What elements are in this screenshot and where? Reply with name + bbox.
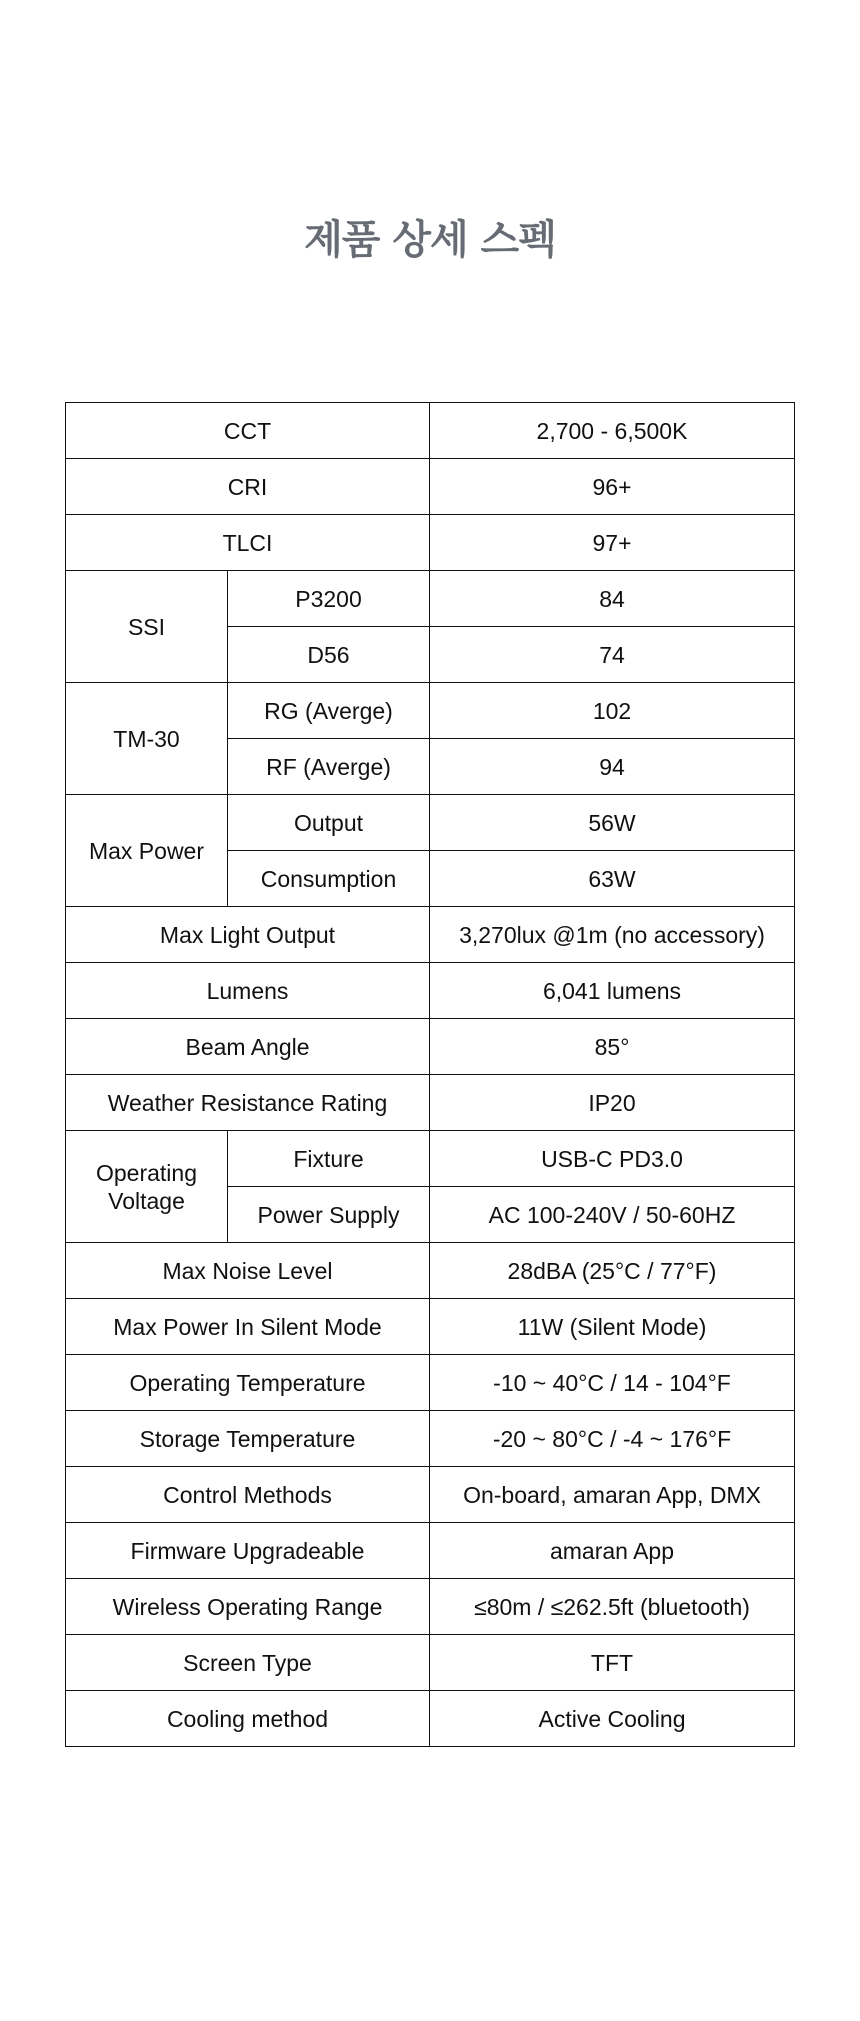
spec-value: 94 <box>430 739 795 795</box>
spec-label: Max Light Output <box>66 907 430 963</box>
spec-value: 84 <box>430 571 795 627</box>
table-row <box>66 1579 795 1635</box>
spec-label: Control Methods <box>66 1467 430 1523</box>
spec-sublabel: Consumption <box>228 851 430 907</box>
table-row <box>66 1131 795 1187</box>
spec-value: 74 <box>430 627 795 683</box>
table-row <box>66 1523 795 1579</box>
spec-group-label: TM-30 <box>66 683 228 795</box>
table-row <box>66 1075 795 1131</box>
table-row <box>66 683 795 739</box>
table-row <box>66 1243 795 1299</box>
spec-value: 3,270lux @1m (no accessory) <box>430 907 795 963</box>
table-row <box>66 1355 795 1411</box>
spec-value: 97+ <box>430 515 795 571</box>
table-row <box>66 795 795 851</box>
spec-value: 96+ <box>430 459 795 515</box>
table-row <box>66 1411 795 1467</box>
spec-group-label <box>66 1131 228 1243</box>
spec-value: ≤80m / ≤262.5ft (bluetooth) <box>430 1579 795 1635</box>
spec-value: USB-C PD3.0 <box>430 1131 795 1187</box>
spec-label: Firmware Upgradeable <box>66 1523 430 1579</box>
table-row <box>66 1691 795 1747</box>
spec-label: Weather Resistance Rating <box>66 1075 430 1131</box>
spec-value: Active Cooling <box>430 1691 795 1747</box>
spec-value: 56W <box>430 795 795 851</box>
spec-value: IP20 <box>430 1075 795 1131</box>
table-row <box>66 1299 795 1355</box>
table-row <box>66 1019 795 1075</box>
spec-sublabel: RF (Averge) <box>228 739 430 795</box>
spec-group-label: Max Power <box>66 795 228 907</box>
spec-label: Screen Type <box>66 1635 430 1691</box>
spec-label: TLCI <box>66 515 430 571</box>
spec-value: 102 <box>430 683 795 739</box>
page-title: 제품 상세 스펙 <box>304 217 556 263</box>
spec-sublabel: Output <box>228 795 430 851</box>
spec-label: CRI <box>66 459 430 515</box>
spec-value: 11W (Silent Mode) <box>430 1299 795 1355</box>
table-row <box>66 515 795 571</box>
spec-value: amaran App <box>430 1523 795 1579</box>
spec-label: Operating Temperature <box>66 1355 430 1411</box>
table-row <box>66 403 795 459</box>
spec-value: -20 ~ 80°C / -4 ~ 176°F <box>430 1411 795 1467</box>
spec-sublabel: D56 <box>228 627 430 683</box>
spec-label: Wireless Operating Range <box>66 1579 430 1635</box>
table-row <box>66 571 795 627</box>
spec-value: 85° <box>430 1019 795 1075</box>
table-row <box>66 1467 795 1523</box>
spec-group-label: SSI <box>66 571 228 683</box>
spec-sublabel: RG (Averge) <box>228 683 430 739</box>
spec-table <box>65 402 795 1747</box>
spec-label: Max Power In Silent Mode <box>66 1299 430 1355</box>
spec-label: Storage Temperature <box>66 1411 430 1467</box>
spec-label: Max Noise Level <box>66 1243 430 1299</box>
spec-value: 28dBA (25°C / 77°F) <box>430 1243 795 1299</box>
spec-value: 63W <box>430 851 795 907</box>
spec-group-label-line: Operating <box>95 1159 197 1186</box>
spec-label: Beam Angle <box>66 1019 430 1075</box>
table-row <box>66 907 795 963</box>
spec-value: TFT <box>430 1635 795 1691</box>
table-row <box>66 1635 795 1691</box>
spec-label: CCT <box>66 403 430 459</box>
spec-value: 6,041 lumens <box>430 963 795 1019</box>
spec-sublabel: Power Supply <box>228 1187 430 1243</box>
spec-label: Lumens <box>66 963 430 1019</box>
spec-value: 2,700 - 6,500K <box>430 403 795 459</box>
spec-value: AC 100-240V / 50-60HZ <box>430 1187 795 1243</box>
spec-sublabel: P3200 <box>228 571 430 627</box>
spec-sublabel: Fixture <box>228 1131 430 1187</box>
spec-group-label-line: Voltage <box>108 1187 185 1214</box>
spec-value: -10 ~ 40°C / 14 - 104°F <box>430 1355 795 1411</box>
table-row <box>66 459 795 515</box>
spec-label: Cooling method <box>66 1691 430 1747</box>
table-row <box>66 963 795 1019</box>
spec-value: On-board, amaran App, DMX <box>430 1467 795 1523</box>
